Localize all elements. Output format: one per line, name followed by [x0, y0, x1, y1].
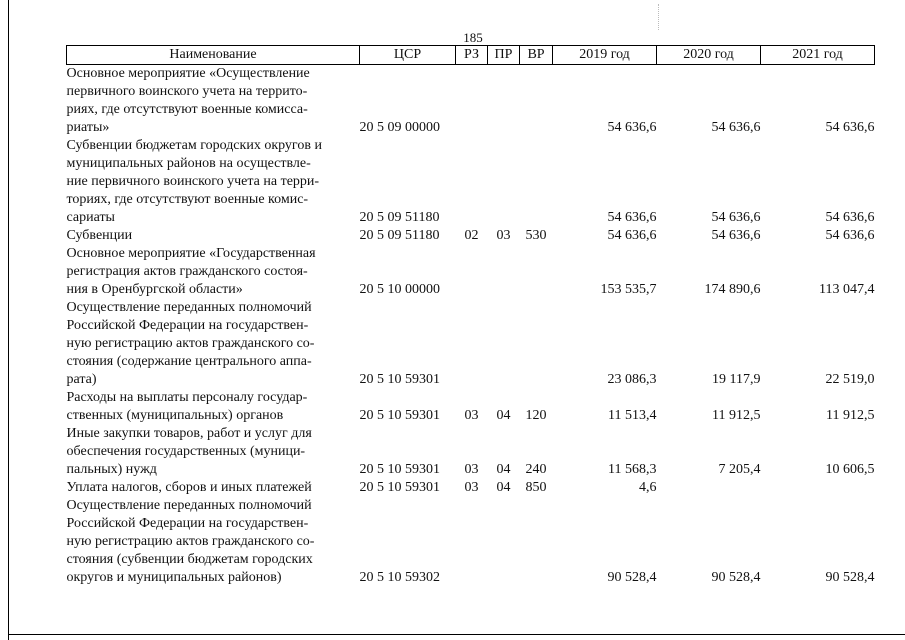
row-rz [456, 65, 488, 138]
row-name: Осуществление переданных полномочий Российской Федерации на государствен- ную регистрацию актов гражданского со- стояния (субвенции бюджетам городских округов и муниципальных районов) [66, 498, 315, 585]
row-csr: 20 5 10 59301 [359, 462, 440, 477]
row-2020: 54 636,6 [711, 210, 761, 225]
row-2021: 54 636,6 [825, 210, 875, 225]
row-vr: 530 [525, 228, 547, 243]
row-2020: 11 912,5 [712, 408, 761, 423]
row-rz: 02 [464, 228, 479, 243]
budget-table [66, 45, 875, 587]
row-name: Основное мероприятие «Осуществление первичного воинского учета на террито- риях, где отсутствуют военные комисса- риаты» [66, 66, 310, 135]
row-csr: 20 5 09 00000 [359, 120, 440, 135]
row-2019: 4,6 [639, 480, 657, 495]
table-row [67, 65, 875, 138]
row-pr [488, 245, 520, 299]
row-rz: 03 [464, 408, 479, 423]
row-2021: 11 912,5 [826, 408, 875, 423]
row-rz: 03 [464, 480, 479, 495]
row-pr [488, 299, 520, 389]
row-rz [456, 245, 488, 299]
row-vr [520, 497, 553, 587]
row-2019: 11 513,4 [608, 408, 657, 423]
row-2021 [761, 479, 875, 497]
row-pr: 04 [496, 408, 511, 423]
row-2020: 7 205,4 [718, 462, 761, 477]
row-rz: 03 [464, 462, 479, 477]
row-2019: 11 568,3 [608, 462, 657, 477]
header-rz: РЗ [456, 46, 488, 65]
row-2019: 153 535,7 [600, 282, 657, 297]
header-pr: ПР [488, 46, 520, 65]
row-rz [456, 137, 488, 227]
scan-artifact [658, 4, 660, 30]
row-csr: 20 5 10 59301 [359, 480, 440, 495]
row-vr: 240 [525, 462, 547, 477]
row-pr [488, 137, 520, 227]
row-pr: 04 [496, 480, 511, 495]
row-2021: 54 636,6 [825, 120, 875, 135]
header-csr: ЦСР [360, 46, 456, 65]
row-2020: 54 636,6 [711, 120, 761, 135]
page-bottom-edge [8, 634, 905, 635]
row-2020: 90 528,4 [711, 570, 761, 585]
row-vr [520, 137, 553, 227]
row-csr: 20 5 09 51180 [359, 210, 440, 225]
row-2021: 90 528,4 [825, 570, 875, 585]
row-csr: 20 5 10 59301 [359, 372, 440, 387]
row-pr: 04 [496, 462, 511, 477]
table-row [67, 479, 875, 497]
row-pr [488, 65, 520, 138]
row-csr: 20 5 10 59302 [359, 570, 440, 585]
row-2020: 19 117,9 [712, 372, 761, 387]
header-2019: 2019 год [553, 46, 657, 65]
row-pr [488, 497, 520, 587]
row-name: Субвенции [66, 228, 133, 243]
header-name: Наименование [67, 46, 360, 65]
row-2020 [657, 479, 761, 497]
table-row [67, 137, 875, 227]
row-name: Уплата налогов, сборов и иных платежей [66, 480, 312, 495]
row-2021: 113 047,4 [819, 282, 875, 297]
table-row [67, 245, 875, 299]
row-name: Субвенции бюджетам городских округов и муниципальных районов на осуществле- ние первичного воинского учета на терри- ториях, где отсутствуют военные комис- сариаты [66, 138, 322, 225]
table-row [67, 227, 875, 245]
row-2021: 22 519,0 [825, 372, 875, 387]
row-2019: 23 086,3 [607, 372, 657, 387]
row-2021: 54 636,6 [825, 228, 875, 243]
row-2019: 90 528,4 [607, 570, 657, 585]
table-row [67, 425, 875, 479]
row-2020: 54 636,6 [711, 228, 761, 243]
header-2021: 2021 год [761, 46, 875, 65]
row-csr: 20 5 10 00000 [359, 282, 440, 297]
table-row [67, 497, 875, 587]
page-left-edge [8, 0, 9, 640]
row-2021: 10 606,5 [825, 462, 875, 477]
row-vr [520, 65, 553, 138]
row-pr: 03 [496, 228, 511, 243]
row-rz [456, 497, 488, 587]
row-2020: 174 890,6 [704, 282, 761, 297]
header-row [67, 46, 875, 65]
row-name: Иные закупки товаров, работ и услуг для обеспечения государственных (муници- пальных) нужд [66, 426, 312, 477]
table-row [67, 389, 875, 425]
row-2019: 54 636,6 [607, 210, 657, 225]
row-vr [520, 245, 553, 299]
header-2020: 2020 год [657, 46, 761, 65]
row-name: Основное мероприятие «Государственная регистрация актов гражданского состоя- ния в Оренбургской области» [66, 246, 316, 297]
row-csr: 20 5 09 51180 [359, 228, 440, 243]
row-2019: 54 636,6 [607, 228, 657, 243]
row-name: Расходы на выплаты персоналу государ- ственных (муниципальных) органов [66, 390, 308, 423]
row-vr [520, 299, 553, 389]
row-vr: 120 [525, 408, 547, 423]
table-row [67, 299, 875, 389]
row-vr: 850 [525, 480, 547, 495]
header-vr: ВР [520, 46, 553, 65]
row-2019: 54 636,6 [607, 120, 657, 135]
page-number: 185 [463, 30, 483, 45]
row-csr: 20 5 10 59301 [359, 408, 440, 423]
row-rz [456, 299, 488, 389]
row-name: Осуществление переданных полномочий Российской Федерации на государствен- ную регистрацию актов гражданского со- стояния (содержание центрального аппа- рата) [66, 300, 315, 387]
